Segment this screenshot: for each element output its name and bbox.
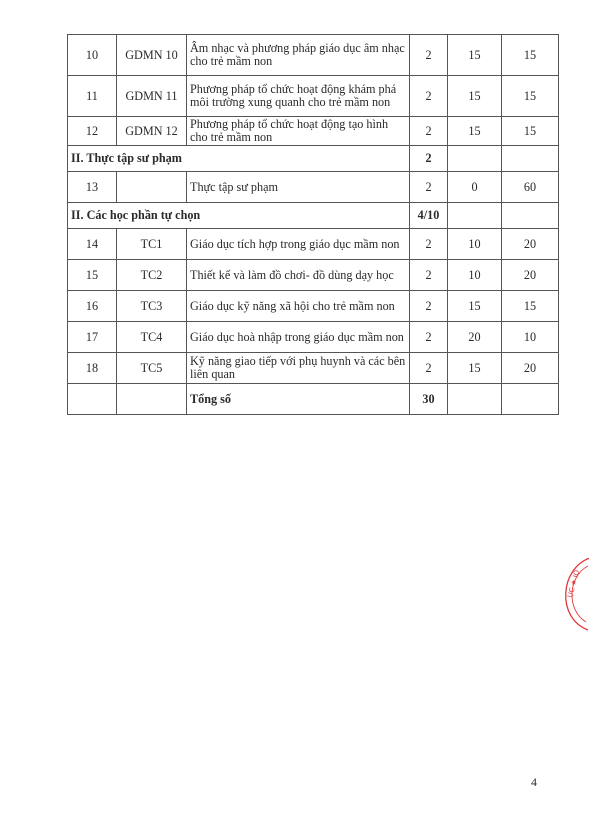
- empty-cell: [502, 146, 559, 172]
- course-code-cell: TC3: [117, 291, 187, 322]
- practice-hours-cell: 10: [502, 322, 559, 353]
- practice-hours-cell: 60: [502, 172, 559, 203]
- credits-cell: 2: [410, 76, 448, 117]
- credits-cell: 4/10: [410, 203, 448, 229]
- stt-cell: 15: [68, 260, 117, 291]
- theory-hours-cell: 10: [448, 229, 502, 260]
- practice-hours-cell: 20: [502, 353, 559, 384]
- course-code-cell: TC5: [117, 353, 187, 384]
- empty-cell: [68, 384, 117, 415]
- empty-cell: [448, 384, 502, 415]
- credits-cell: 2: [410, 229, 448, 260]
- course-name-cell: Thiết kế và làm đồ chơi- đồ dùng dạy học: [187, 260, 410, 291]
- credits-cell: 2: [410, 172, 448, 203]
- red-seal-stamp: [550, 556, 589, 632]
- course-name-cell: Giáo dục tích hợp trong giáo dục mầm non: [187, 229, 410, 260]
- theory-hours-cell: 15: [448, 291, 502, 322]
- empty-cell: [502, 384, 559, 415]
- course-code-cell: TC1: [117, 229, 187, 260]
- total-credits: 30: [410, 384, 448, 415]
- stt-cell: 10: [68, 35, 117, 76]
- empty-cell: [448, 203, 502, 229]
- page-number: 4: [531, 775, 537, 789]
- table-row: [68, 291, 559, 322]
- curriculum-table: [67, 34, 559, 415]
- stt-cell: 13: [68, 172, 117, 203]
- practice-hours-cell: 20: [502, 229, 559, 260]
- section-title: II. Thực tập sư phạm: [68, 146, 410, 172]
- practice-hours-cell: 20: [502, 260, 559, 291]
- stt-cell: 11: [68, 76, 117, 117]
- table-row: [68, 172, 559, 203]
- table-row: [68, 260, 559, 291]
- credits-cell: 2: [410, 146, 448, 172]
- credits-cell: 2: [410, 291, 448, 322]
- course-name-cell: Giáo dục hoà nhập trong giáo dục mầm non: [187, 322, 410, 353]
- theory-hours-cell: 0: [448, 172, 502, 203]
- table-row: [68, 322, 559, 353]
- course-name-cell: Phương pháp tổ chức hoạt động tạo hình cho trẻ mầm non: [187, 117, 410, 146]
- credits-cell: 2: [410, 353, 448, 384]
- table-row: [68, 229, 559, 260]
- theory-hours-cell: 20: [448, 322, 502, 353]
- course-code-cell: TC4: [117, 322, 187, 353]
- credits-cell: 2: [410, 117, 448, 146]
- theory-hours-cell: 15: [448, 35, 502, 76]
- stt-cell: 14: [68, 229, 117, 260]
- practice-hours-cell: 15: [502, 76, 559, 117]
- course-name-cell: Âm nhạc và phương pháp giáo dục âm nhạc cho trẻ mầm non: [187, 35, 410, 76]
- stt-cell: 16: [68, 291, 117, 322]
- credits-cell: 2: [410, 260, 448, 291]
- empty-cell: [448, 146, 502, 172]
- course-name-cell: Phương pháp tổ chức hoạt động khám phá môi trường xung quanh cho trẻ mầm non: [187, 76, 410, 117]
- course-code-cell: GDMN 11: [117, 76, 187, 117]
- course-code-cell: GDMN 12: [117, 117, 187, 146]
- course-code-cell: TC2: [117, 260, 187, 291]
- course-name-cell: Kỹ năng giao tiếp với phụ huynh và các bên liên quan: [187, 353, 410, 384]
- practice-hours-cell: 15: [502, 35, 559, 76]
- course-name-cell: Thực tập sư phạm: [187, 172, 410, 203]
- table-row: [68, 353, 559, 384]
- stt-cell: 17: [68, 322, 117, 353]
- table-row: [68, 76, 559, 117]
- course-code-cell: GDMN 10: [117, 35, 187, 76]
- practice-hours-cell: 15: [502, 291, 559, 322]
- table-row: [68, 35, 559, 76]
- section-row: [68, 203, 559, 229]
- credits-cell: 2: [410, 35, 448, 76]
- theory-hours-cell: 15: [448, 353, 502, 384]
- table-row: [68, 117, 559, 146]
- empty-cell: [117, 384, 187, 415]
- theory-hours-cell: 15: [448, 117, 502, 146]
- section-row: [68, 146, 559, 172]
- svg-text:ỤC ★ IỘ: ỤC ★ IỘ: [566, 569, 582, 599]
- stt-cell: 18: [68, 353, 117, 384]
- table-body: [68, 35, 559, 415]
- empty-cell: [502, 203, 559, 229]
- total-row: [68, 384, 559, 415]
- section-title: II. Các học phần tự chọn: [68, 203, 410, 229]
- stt-cell: 12: [68, 117, 117, 146]
- total-label: Tổng số: [187, 384, 410, 415]
- theory-hours-cell: 15: [448, 76, 502, 117]
- course-name-cell: Giáo dục kỹ năng xã hội cho trẻ mầm non: [187, 291, 410, 322]
- credits-cell: 2: [410, 322, 448, 353]
- course-code-cell: [117, 172, 187, 203]
- theory-hours-cell: 10: [448, 260, 502, 291]
- practice-hours-cell: 15: [502, 117, 559, 146]
